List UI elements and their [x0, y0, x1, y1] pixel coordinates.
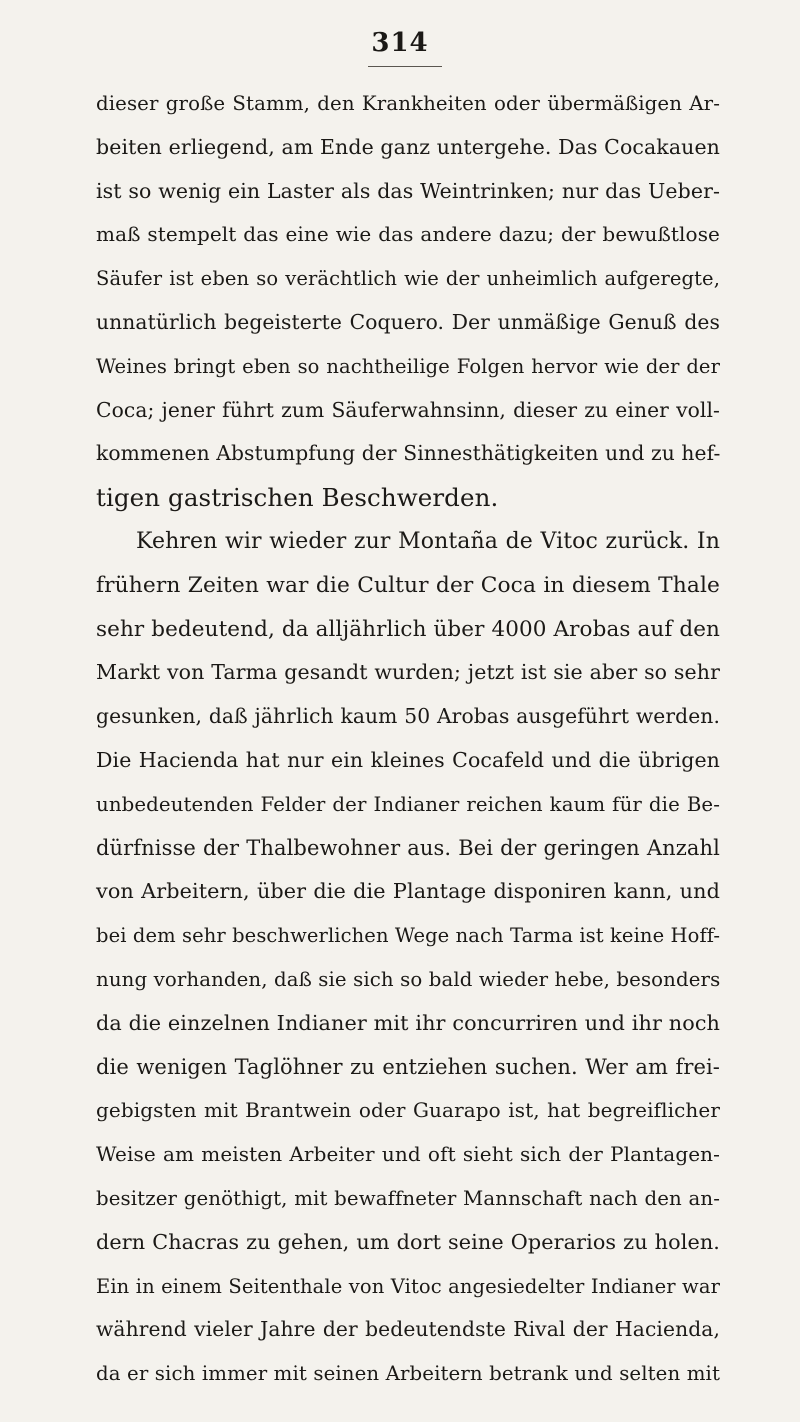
text-line: Kehren wir wieder zur Montaña de Vitoc zurück. In — [136, 528, 720, 554]
text-line: gebigsten mit Brantwein oder Guarapo ist, hat begreiflicher — [96, 1098, 720, 1123]
text-line: unnatürlich begeisterte Coquero. Der unmäßige Genuß des — [96, 309, 720, 334]
text-line: dieser große Stamm, den Krankheiten oder übermäßigen Ar- — [96, 92, 720, 115]
text-line: ist so wenig ein Laster als das Weintrinken; nur das Ueber- — [96, 178, 720, 203]
text-line: Weise am meisten Arbeiter und oft sieht sich der Plantagen- — [96, 1142, 720, 1167]
text-line: gesunken, daß jährlich kaum 50 Arobas ausgeführt werden. — [96, 704, 720, 729]
text-line: während vieler Jahre der bedeutendste Rival der Hacienda, — [96, 1317, 720, 1342]
page-number: 314 — [371, 28, 429, 58]
text-line: Ein in einem Seitenthale von Vitoc angesiedelter Indianer war — [96, 1274, 720, 1298]
text-line: die wenigen Taglöhner zu entziehen suchen. Wer am frei- — [96, 1054, 720, 1079]
body-text — [96, 82, 720, 1396]
text-line: Coca; jener führt zum Säuferwahnsinn, dieser zu einer voll- — [96, 397, 720, 422]
text-line: Die Hacienda hat nur ein kleines Cocafeld und die übrigen — [96, 747, 720, 772]
text-line: dern Chacras zu gehen, um dort seine Operarios zu holen. — [96, 1229, 720, 1254]
text-line: Markt von Tarma gesandt wurden; jetzt ist sie aber so sehr — [96, 660, 720, 685]
page-number-rule — [368, 66, 442, 67]
text-line: tigen gastrischen Beschwerden. — [96, 483, 499, 513]
text-line: maß stempelt das eine wie das andere dazu; der bewußtlose — [96, 222, 720, 247]
text-line: dürfnisse der Thalbewohner aus. Bei der geringen Anzahl — [96, 835, 720, 860]
text-line: kommenen Abstumpfung der Sinnesthätigkeiten und zu hef- — [96, 441, 721, 466]
text-line: bei dem sehr beschwerlichen Wege nach Tarma ist keine Hoff- — [96, 924, 721, 948]
text-line: Säufer ist eben so verächtlich wie der unheimlich aufgeregte, — [96, 267, 720, 291]
text-line: Weines bringt eben so nachtheilige Folgen hervor wie der der — [96, 354, 720, 378]
text-line: besitzer genöthigt, mit bewaffneter Mannschaft nach den an- — [96, 1186, 720, 1210]
text-line: frühern Zeiten war die Cultur der Coca in diesem Thale — [96, 572, 720, 598]
text-line: da die einzelnen Indianer mit ihr concurriren und ihr noch — [96, 1010, 720, 1035]
text-line: nung vorhanden, daß sie sich so bald wieder hebe, besonders — [96, 967, 721, 991]
text-line: da er sich immer mit seinen Arbeitern betrank und selten mit — [96, 1362, 720, 1386]
text-line: sehr bedeutend, da alljährlich über 4000 Arobas auf den — [96, 616, 720, 642]
text-line: unbedeutenden Felder der Indianer reichen kaum für die Be- — [96, 792, 720, 816]
text-line: beiten erliegend, am Ende ganz untergehe. Das Cocakauen — [96, 134, 720, 159]
text-line: von Arbeitern, über die die Plantage disponiren kann, und — [96, 879, 720, 904]
